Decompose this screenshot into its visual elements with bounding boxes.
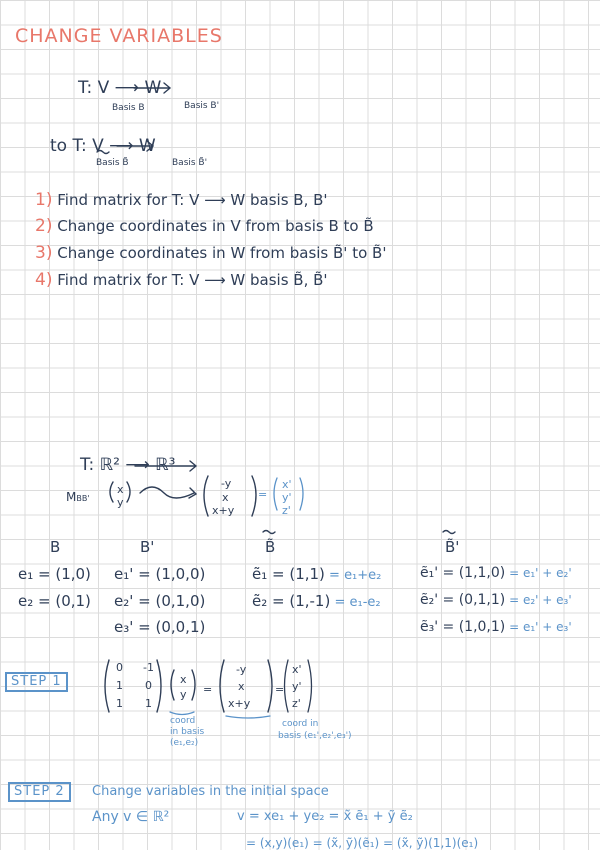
- basis-vector: ẽ₁ = (1,1): [252, 565, 325, 583]
- output-2: x: [222, 491, 229, 504]
- basis-vector: ẽ₁' = (1,1,0): [420, 565, 506, 581]
- list-number: 4): [35, 270, 53, 290]
- matrix-cell: 1: [116, 679, 123, 692]
- basis-btildeprime-label: Basis B̃': [172, 158, 208, 168]
- matrix-symbol: M: [66, 490, 77, 504]
- vector-x: x: [180, 673, 187, 686]
- step2-label: STEP 2: [8, 782, 71, 802]
- map-definition: T: V ⟶ W: [78, 78, 162, 98]
- header-b: B: [50, 538, 61, 556]
- matrix-cell: 0: [145, 679, 152, 692]
- list-text: Change coordinates in V from basis B to B̃: [57, 217, 374, 235]
- basis-b-row: e₂ = (0,1): [18, 592, 91, 610]
- basis-combination: = e₁' + e₃': [505, 620, 572, 634]
- output-3: x+y: [228, 697, 251, 710]
- basis-bprime-label: Basis B': [184, 101, 220, 111]
- equals-sign: =: [275, 683, 285, 696]
- matrix-cell: 1: [145, 697, 152, 710]
- header-bprime: B': [140, 538, 155, 556]
- basis-bprime-row: e₃' = (0,0,1): [114, 618, 206, 636]
- header-btilde: B̃: [265, 538, 276, 556]
- output-3: x+y: [212, 504, 235, 517]
- basis-combination: = e₁+e₂: [324, 568, 382, 583]
- prime-3: z': [282, 504, 291, 517]
- matrix-cell: 0: [116, 661, 123, 674]
- example-map: T: ℝ² ⟶ ℝ³: [80, 455, 176, 475]
- basis-vector: ẽ₂' = (0,1,1): [420, 592, 506, 608]
- note-line: in basis: [170, 727, 205, 737]
- note-line: coord in: [282, 719, 319, 729]
- matrix-subscript: BB': [76, 494, 90, 503]
- list-text: Find matrix for T: V ⟶ W basis B̃, B̃': [57, 271, 328, 289]
- basis-combination: = e₂' + e₃': [505, 593, 572, 607]
- matrix-cell: -1: [143, 661, 154, 674]
- note-line: basis (e₁',e₂',e₃'): [278, 731, 352, 741]
- list-number: 2): [35, 216, 53, 236]
- page-title: CHANGE VARIABLES: [15, 25, 223, 47]
- output-2: x: [238, 680, 245, 693]
- matrix-cell: 1: [116, 697, 123, 710]
- note-line: (e₁,e₂): [170, 738, 199, 748]
- basis-vector: ẽ₃' = (1,0,1): [420, 619, 506, 635]
- vector-y: y: [180, 688, 187, 701]
- equals-sign: =: [258, 488, 268, 501]
- input-x: x: [117, 483, 124, 496]
- basis-combination: = e₁-e₂: [330, 595, 381, 610]
- prime-2: y': [292, 680, 302, 693]
- step2-any-vector: Any v ∈ ℝ²: [92, 809, 170, 825]
- prime-2: y': [282, 491, 292, 504]
- list-text: Find matrix for T: V ⟶ W basis B, B': [57, 191, 328, 209]
- list-number: 1): [35, 190, 53, 210]
- input-y: y: [117, 496, 124, 509]
- step1-label: STEP 1: [5, 672, 68, 692]
- step2-heading: Change variables in the initial space: [92, 784, 329, 799]
- step2-expression: v = xe₁ + ye₂ = x̃ ẽ₁ + ỹ ẽ₂: [237, 809, 413, 824]
- output-1: -y: [221, 477, 232, 490]
- equals-sign: =: [203, 683, 213, 696]
- map-definition-new: to T: V ⟶ W: [50, 136, 156, 156]
- basis-combination: = e₁' + e₂': [505, 566, 572, 580]
- list-text: Change coordinates in W from basis B̃' to B̃': [57, 244, 387, 262]
- prime-3: z': [292, 697, 301, 710]
- header-btildeprime: B̃': [445, 538, 460, 556]
- prime-1: x': [292, 663, 302, 676]
- basis-bprime-row: e₂' = (0,1,0): [114, 592, 206, 610]
- prime-1: x': [282, 478, 292, 491]
- basis-b-row: e₁ = (1,0): [18, 565, 91, 583]
- note-line: coord: [170, 716, 196, 726]
- basis-vector: ẽ₂ = (1,-1): [252, 592, 331, 610]
- output-1: -y: [236, 663, 247, 676]
- basis-btilde-label: Basis B̃: [96, 158, 129, 168]
- basis-b-label: Basis B: [112, 103, 145, 113]
- basis-bprime-row: e₁' = (1,0,0): [114, 565, 206, 583]
- list-number: 3): [35, 243, 53, 263]
- step2-continued: = (x,y)(e₁) = (x̃, ỹ)(ẽ₁) = (x̃, ỹ)(1,1)(e₁): [246, 836, 479, 850]
